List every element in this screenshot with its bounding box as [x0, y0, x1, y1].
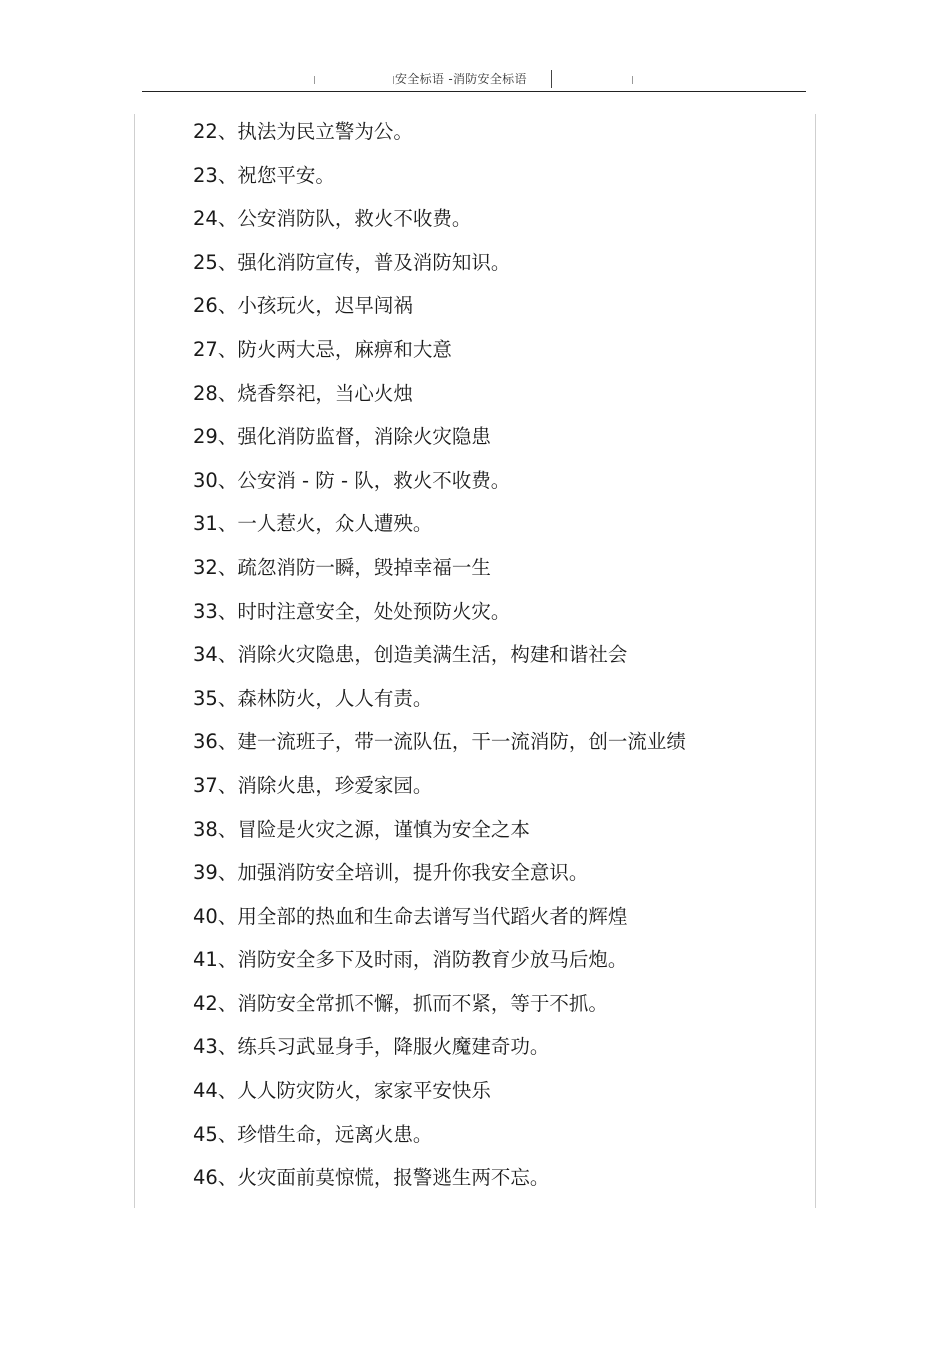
slogan-number: 42、	[193, 991, 238, 1015]
slogan-text: 公安消防队，救火不收费。	[237, 207, 472, 231]
slogan-list	[193, 115, 793, 1205]
slogan-item	[193, 1118, 793, 1162]
header-divider	[142, 91, 806, 92]
header-tick-left	[314, 76, 315, 84]
left-margin-line	[134, 114, 135, 1208]
slogan-text: 消防安全常抓不懈，抓而不紧，等于不抓。	[237, 991, 608, 1015]
header-tick-title-left	[393, 76, 394, 84]
slogan-text: 疏忽消防一瞬，毁掉幸福一生	[237, 555, 491, 579]
slogan-text: 时时注意安全，处处预防火灾。	[237, 599, 511, 623]
slogan-item	[193, 159, 793, 203]
slogan-item	[193, 943, 793, 987]
slogan-item	[193, 769, 793, 813]
slogan-text: 烧香祭祀，当心火烛	[237, 381, 413, 405]
right-margin-line	[815, 114, 816, 1208]
slogan-number: 33、	[193, 599, 238, 623]
slogan-text: 祝您平安。	[237, 163, 335, 187]
slogan-text: 消除火灾隐患，创造美满生活，构建和谐社会	[237, 643, 628, 667]
header-tick-right	[632, 76, 633, 84]
slogan-item	[193, 813, 793, 857]
slogan-number: 45、	[193, 1122, 238, 1146]
slogan-item	[193, 987, 793, 1031]
slogan-number: 29、	[193, 425, 238, 449]
slogan-number: 39、	[193, 861, 238, 885]
slogan-number: 37、	[193, 773, 238, 797]
slogan-text: 消除火患，珍爱家园。	[237, 773, 433, 797]
slogan-number: 25、	[193, 250, 238, 274]
header-tick-title-right	[551, 70, 552, 88]
slogan-number: 46、	[193, 1166, 238, 1190]
slogan-text: 人人防灾防火，家家平安快乐	[237, 1079, 491, 1103]
header-title: 安全标语 -消防安全标语	[395, 72, 527, 86]
slogan-number: 30、	[193, 468, 238, 492]
slogan-number: 36、	[193, 730, 238, 754]
slogan-text: 火灾面前莫惊慌，报警逃生两不忘。	[237, 1166, 550, 1190]
slogan-item	[193, 1030, 793, 1074]
slogan-number: 22、	[193, 120, 238, 143]
slogan-number: 44、	[193, 1079, 238, 1103]
slogan-number: 32、	[193, 555, 238, 579]
slogan-number: 41、	[193, 948, 238, 972]
slogan-item	[193, 333, 793, 377]
slogan-text: 强化消防宣传，普及消防知识。	[237, 250, 511, 274]
slogan-text: 强化消防监督，消除火灾隐患	[237, 425, 491, 449]
slogan-text: 珍惜生命，远离火患。	[237, 1122, 433, 1146]
slogan-number: 24、	[193, 207, 238, 231]
slogan-item	[193, 595, 793, 639]
slogan-text: 小孩玩火，迟早闯祸	[237, 294, 413, 318]
slogan-text: 建一流班子，带一流队伍，干一流消防，创一流业绩	[237, 730, 686, 754]
slogan-item	[193, 1161, 793, 1205]
slogan-number: 43、	[193, 1035, 238, 1059]
slogan-item	[193, 202, 793, 246]
slogan-item	[193, 289, 793, 333]
slogan-item	[193, 682, 793, 726]
slogan-number: 40、	[193, 904, 238, 928]
slogan-item	[193, 464, 793, 508]
slogan-number: 27、	[193, 337, 238, 361]
slogan-text: 冒险是火灾之源，谨慎为安全之本	[237, 817, 530, 841]
slogan-item	[193, 115, 793, 159]
slogan-item	[193, 856, 793, 900]
slogan-item	[193, 638, 793, 682]
slogan-number: 34、	[193, 643, 238, 667]
page-header	[0, 60, 950, 92]
slogan-item	[193, 1074, 793, 1118]
slogan-number: 38、	[193, 817, 238, 841]
slogan-item	[193, 725, 793, 769]
slogan-text: 森林防火，人人有责。	[237, 686, 433, 710]
slogan-text: 练兵习武显身手，降服火魔建奇功。	[237, 1035, 550, 1059]
slogan-text: 消防安全多下及时雨，消防教育少放马后炮。	[237, 948, 628, 972]
slogan-item	[193, 420, 793, 464]
slogan-text: 防火两大忌，麻痹和大意	[237, 337, 452, 361]
slogan-number: 35、	[193, 686, 238, 710]
slogan-item	[193, 377, 793, 421]
slogan-text: 用全部的热血和生命去谱写当代蹈火者的辉煌	[237, 904, 628, 928]
slogan-item	[193, 507, 793, 551]
slogan-text: 一人惹火，众人遭殃。	[237, 512, 433, 536]
slogan-text: 加强消防安全培训，提升你我安全意识。	[237, 861, 589, 885]
slogan-item	[193, 551, 793, 595]
slogan-text: 执法为民立警为公。	[237, 120, 413, 143]
slogan-item	[193, 900, 793, 944]
slogan-text: 公安消 - 防 - 队，救火不收费。	[237, 468, 511, 492]
slogan-number: 31、	[193, 512, 238, 536]
slogan-number: 23、	[193, 163, 238, 187]
slogan-item	[193, 246, 793, 290]
slogan-number: 28、	[193, 381, 238, 405]
slogan-number: 26、	[193, 294, 238, 318]
